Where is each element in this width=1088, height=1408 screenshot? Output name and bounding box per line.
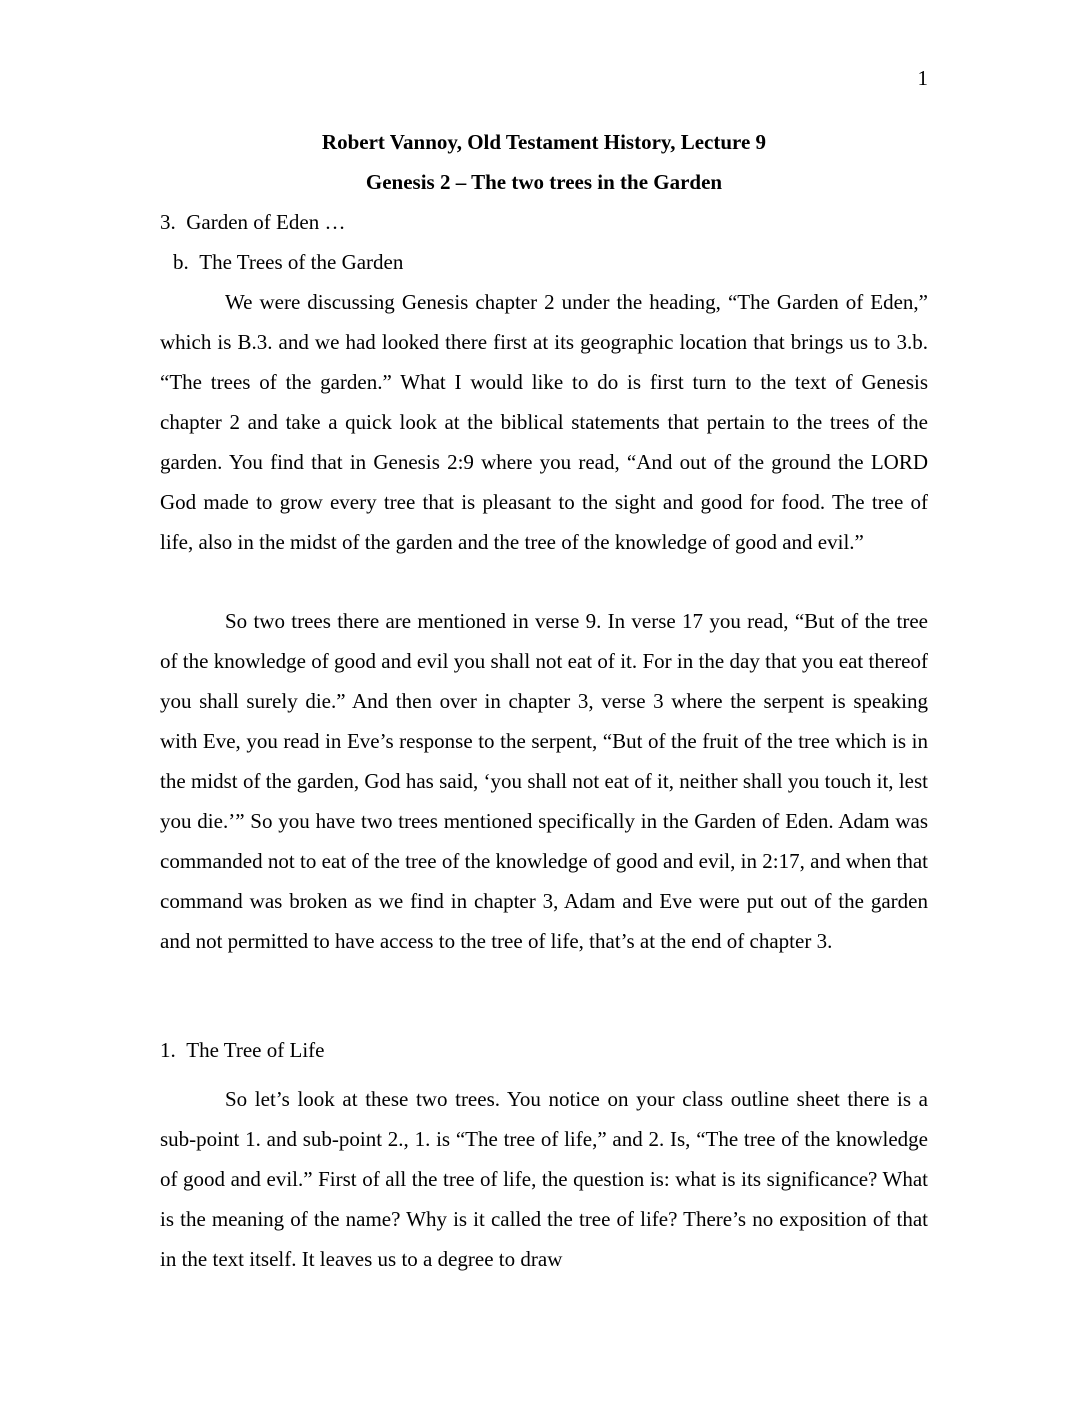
subsection-heading-tree-of-life: 1. The Tree of Life <box>160 1038 325 1062</box>
document-subtitle: Genesis 2 – The two trees in the Garden <box>365 170 723 194</box>
document-title: Robert Vannoy, Old Testament History, Lecture 9 <box>321 130 767 154</box>
body-paragraph-3: So let’s look at these two trees. You notice on your class outline sheet there is a sub-point 1. and sub-point 2., 1. is “The tree of life,” and 2. Is, “The tree of the knowledge of good and evil.” First of all the tree of life, the question is: what is its significance? What is the meaning of the name? Why is it called the tree of life? There’s no exposition of that in the text itself. It leaves us to a degree to draw <box>160 1087 928 1271</box>
body-paragraph-2: So two trees there are mentioned in verse 9. In verse 17 you read, “But of the tree of the knowledge of good and evil you shall not eat of it. For in the day that you eat thereof you shall surely die.” And then over in chapter 3, verse 3 where the serpent is speaking with Eve, you read in Eve’s response to the serpent, “But of the fruit of the tree which is in the midst of the garden, God has said, ‘you shall not eat of it, neither shall you touch it, lest you die.’” So you have two trees mentioned specifically in the Garden of Eden. Adam was commanded not to eat of the tree of the knowledge of good and evil, in 2:17, and when that command was broken as we find in chapter 3, Adam and Eve were put out of the garden and not permitted to have access to the tree of life, that’s at the end of chapter 3. <box>160 609 928 953</box>
page-number: 1 <box>917 66 928 90</box>
subsection-heading-trees-of-garden: b. The Trees of the Garden <box>173 250 404 274</box>
section-heading-garden-of-eden: 3. Garden of Eden … <box>160 210 346 234</box>
body-paragraph-1: We were discussing Genesis chapter 2 under the heading, “The Garden of Eden,” which is B.3. and we had looked there first at its geographic location that brings us to 3.b. “The trees of the garden.” What I would like to do is first turn to the text of Genesis chapter 2 and take a quick look at the biblical statements that pertain to the trees of the garden. You find that in Genesis 2:9 where you read, “And out of the ground the LORD God made to grow every tree that is pleasant to the sight and good for food. The tree of life, also in the midst of the garden and the tree of the knowledge of good and evil.” <box>160 290 928 554</box>
